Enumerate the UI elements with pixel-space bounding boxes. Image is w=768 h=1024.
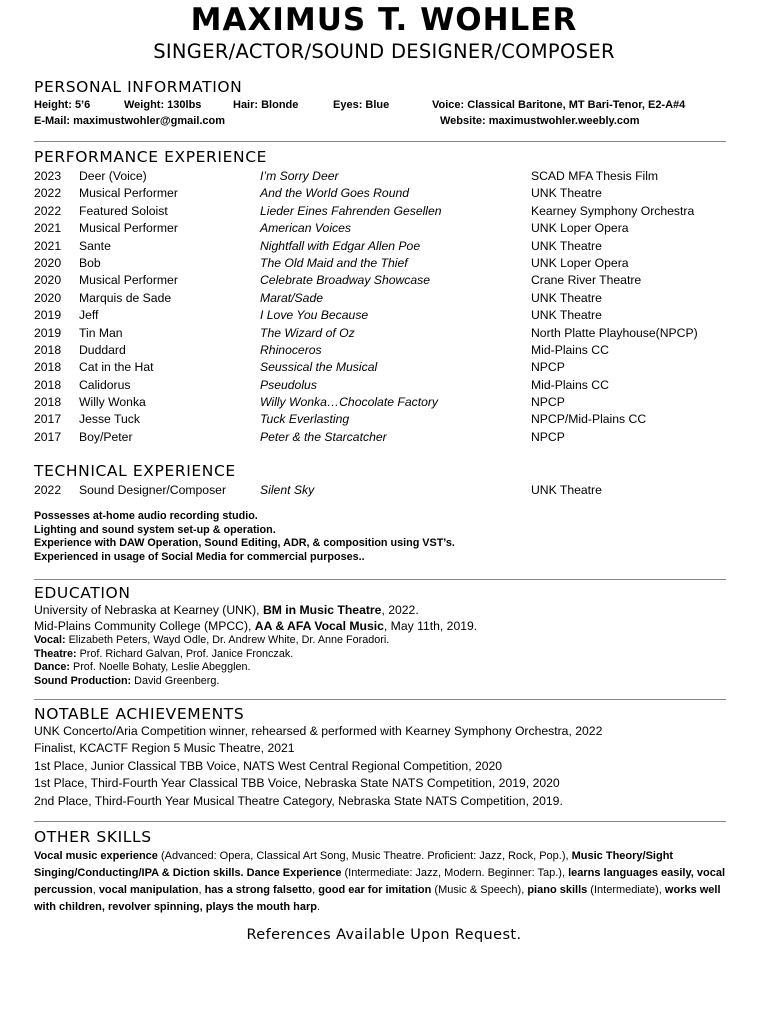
list-item: 1st Place, Junior Classical TBB Voice, NATS West Central Regional Competition, 2020 <box>34 758 503 773</box>
venue-cell: NPCP <box>531 429 565 444</box>
list-item: UNK Concerto/Aria Competition winner, rehearsed & performed with Kearney Symphony Orchestra, 2022 <box>34 724 603 738</box>
references-note: References Available Upon Request. <box>246 927 522 943</box>
performance-experience-section <box>34 148 726 446</box>
section-heading-achievements: NOTABLE ACHIEVEMENTS <box>34 705 245 723</box>
teachers-theatre <box>34 648 726 662</box>
table-row <box>34 290 726 307</box>
role-cell: Bob <box>79 255 101 270</box>
table-row <box>34 377 726 394</box>
skill-detail: (Advanced: Opera, Classical Art Song, Music Theatre. Proficient: Jazz, Rock, Pop.), <box>157 850 572 862</box>
role-cell: Jeff <box>79 308 99 323</box>
website-field: Website: maximustwohler.weebly.com <box>440 115 640 127</box>
skill-detail: . <box>317 901 321 913</box>
table-row <box>34 238 726 255</box>
year-cell: 2018 <box>34 395 62 410</box>
venue-cell: North Platte Playhouse(NPCP) <box>531 325 698 340</box>
table-row <box>34 203 726 220</box>
section-divider <box>34 821 726 822</box>
role-cell: Musical Performer <box>79 186 178 201</box>
role-cell: Calidorus <box>79 377 131 392</box>
venue-cell: Mid-Plains CC <box>531 342 609 357</box>
venue-cell: Mid-Plains CC <box>531 377 609 392</box>
section-heading-education: EDUCATION <box>34 584 131 602</box>
field-label: Theatre: <box>34 647 77 660</box>
year-cell: 2020 <box>34 255 62 270</box>
show-cell: Willy Wonka…Chocolate Factory <box>260 395 439 410</box>
role-cell: Cat in the Hat <box>79 360 154 375</box>
section-heading-personal: PERSONAL INFORMATION <box>34 78 243 96</box>
field-value: David Greenberg. <box>131 674 220 687</box>
show-cell: The Wizard of Oz <box>260 325 355 340</box>
show-cell: Nightfall with Edgar Allen Poe <box>260 238 421 253</box>
degree-year: , 2022. <box>381 603 419 617</box>
venue-cell: NPCP/Mid-Plains CC <box>531 412 647 427</box>
show-cell: Rhinoceros <box>260 342 322 357</box>
venue-cell: SCAD MFA Thesis Film <box>531 169 659 183</box>
skill-highlight: Vocal music experience <box>34 850 158 862</box>
hair-field: Hair: Blonde <box>233 99 299 111</box>
year-cell: 2018 <box>34 377 62 392</box>
role-cell: Tin Man <box>79 325 123 340</box>
role-cell: Marquis de Sade <box>79 290 172 305</box>
field-value: Elizabeth Peters, Wayd Odle, Dr. Andrew White, Dr. Anne Foradori. <box>65 634 390 646</box>
year-cell: 2019 <box>34 325 62 340</box>
skill-detail: (Intermediate), <box>587 884 665 896</box>
role-cell: Musical Performer <box>79 221 178 236</box>
show-cell: Lieder Eines Fahrenden Gesellen <box>260 203 442 218</box>
year-cell: 2022 <box>34 203 62 218</box>
degree-year: , May 11th, 2019. <box>383 619 478 633</box>
skill-highlight: has a strong falsetto <box>204 884 313 896</box>
field-label: Dance: <box>34 661 71 673</box>
role-cell: Boy/Peter <box>79 429 133 444</box>
degree-name: BM in Music Theatre <box>262 603 382 617</box>
role-cell: Featured Soloist <box>79 203 168 218</box>
education-unk <box>34 602 726 618</box>
eyes-field: Eyes: Blue <box>333 99 390 111</box>
show-cell: Celebrate Broadway Showcase <box>260 273 431 288</box>
table-row <box>34 411 726 428</box>
show-cell: I’m Sorry Deer <box>260 169 339 183</box>
table-row <box>34 307 726 324</box>
role-cell: Deer (Voice) <box>79 169 147 183</box>
role-cell: Duddard <box>79 342 126 357</box>
skills-paragraph <box>34 848 726 916</box>
other-skills-section <box>34 828 726 916</box>
venue-cell: UNK Theatre <box>531 186 602 201</box>
year-cell: 2017 <box>34 412 62 427</box>
section-divider <box>34 699 726 700</box>
role-cell: Sante <box>79 238 111 253</box>
venue-cell: Kearney Symphony Orchestra <box>531 203 695 218</box>
field-value: Prof. Richard Galvan, Prof. Janice Fronczak. <box>76 647 294 660</box>
skill-highlight: learns languages easily, vocal percussion <box>34 867 726 896</box>
table-row <box>34 272 726 289</box>
field-value: Prof. Noelle Bohaty, Leslie Abegglen. <box>70 661 251 673</box>
weight-field: Weight: 130lbs <box>124 99 202 111</box>
skill-detail: (Music & Speech), <box>431 884 528 896</box>
role-cell: Jesse Tuck <box>79 412 140 427</box>
skill-highlight: Music Theory/Sight Singing/Conducting/IPA & Diction skills. Dance Experience <box>34 850 674 879</box>
table-row <box>34 255 726 272</box>
table-row <box>34 325 726 342</box>
show-cell: Marat/Sade <box>260 290 324 305</box>
table-row <box>34 394 726 411</box>
venue-cell: NPCP <box>531 360 565 375</box>
teachers-vocal <box>34 634 726 648</box>
candidate-name: MAXIMUS T. WOHLER <box>190 2 578 38</box>
section-heading-skills: OTHER SKILLS <box>34 828 152 846</box>
skill-highlight: works well with children, revolver spinning, plays the mouth harp <box>34 884 721 913</box>
show-cell: The Old Maid and the Thief <box>260 255 408 270</box>
venue-cell: UNK Loper Opera <box>531 221 629 236</box>
year-cell: 2020 <box>34 273 62 288</box>
skill-detail: , <box>312 884 319 896</box>
venue-cell: UNK Theatre <box>531 290 602 305</box>
list-item: Experience with DAW Operation, Sound Editing, ADR, & composition using VST’s. <box>34 537 455 550</box>
venue-cell: UNK Theatre <box>531 308 602 323</box>
achievements-section <box>34 705 726 810</box>
voice-field: Voice: Classical Baritone, MT Bari-Tenor, E2-A#4 <box>432 99 686 111</box>
performance-table <box>34 168 726 446</box>
show-cell: Pseudolus <box>260 377 317 392</box>
skill-highlight: good ear for imitation <box>318 884 432 896</box>
skill-detail: , <box>92 884 99 896</box>
role-cell: Musical Performer <box>79 273 178 288</box>
teachers-dance <box>34 661 726 675</box>
venue-cell: UNK Theatre <box>531 238 602 253</box>
skill-highlight: vocal manipulation <box>98 884 199 896</box>
show-cell: I Love You Because <box>260 308 369 323</box>
list-item: Experienced in usage of Social Media for commercial purposes.. <box>34 550 365 563</box>
venue-cell: UNK Theatre <box>531 483 602 497</box>
section-divider <box>34 579 726 580</box>
technical-skills-list <box>34 510 726 564</box>
year-cell: 2020 <box>34 290 62 305</box>
education-mpcc <box>34 618 726 634</box>
show-cell: Tuck Everlasting <box>260 412 350 427</box>
table-row <box>34 359 726 376</box>
year-cell: 2022 <box>34 186 62 201</box>
year-cell: 2022 <box>34 483 62 497</box>
section-heading-technical: TECHNICAL EXPERIENCE <box>34 462 236 480</box>
candidate-titles: SINGER/ACTOR/SOUND DESIGNER/COMPOSER <box>153 40 615 63</box>
year-cell: 2023 <box>34 169 62 183</box>
list-item: 1st Place, Third-Fourth Year Classical TBB Voice, Nebraska State NATS Competition, 2019, 2020 <box>34 776 560 791</box>
height-field: Height: 5’6 <box>34 99 91 111</box>
education-section <box>34 584 726 688</box>
skill-detail: (Intermediate: Jazz, Modern. Beginner: Tap.), <box>341 867 569 879</box>
school-name: Mid-Plains Community College (MPCC), <box>34 619 255 633</box>
year-cell: 2021 <box>34 221 62 236</box>
show-cell: American Voices <box>260 221 351 236</box>
venue-cell: NPCP <box>531 395 565 410</box>
email-field: E-Mail: maximustwohler@gmail.com <box>34 115 226 127</box>
section-heading-performance: PERFORMANCE EXPERIENCE <box>34 148 268 166</box>
venue-cell: Crane River Theatre <box>531 273 642 288</box>
field-label: Sound Production: <box>34 674 132 687</box>
table-row <box>34 168 726 185</box>
technical-experience-section <box>34 462 726 564</box>
personal-information-section <box>34 78 726 129</box>
table-row <box>34 482 726 499</box>
list-item: Lighting and sound system set-up & operation. <box>34 523 276 536</box>
list-item: Finalist, KCACTF Region 5 Music Theatre, 2021 <box>34 741 295 756</box>
show-cell: Seussical the Musical <box>260 360 378 375</box>
field-label: Vocal: <box>34 634 66 646</box>
table-row <box>34 342 726 359</box>
table-row <box>34 429 726 446</box>
teachers-sound <box>34 675 726 689</box>
table-row <box>34 185 726 202</box>
year-cell: 2017 <box>34 429 62 444</box>
degree-name: AA & AFA Vocal Music <box>254 619 384 633</box>
show-cell: And the World Goes Round <box>260 186 410 201</box>
skill-highlight: piano skills <box>527 884 588 896</box>
list-item: 2nd Place, Third-Fourth Year Musical Theatre Category, Nebraska State NATS Competition, 2019. <box>34 793 563 808</box>
year-cell: 2018 <box>34 342 62 357</box>
school-name: University of Nebraska at Kearney (UNK), <box>34 603 263 617</box>
table-row <box>34 220 726 237</box>
skill-detail: , <box>198 884 205 896</box>
year-cell: 2019 <box>34 308 62 323</box>
section-divider <box>34 141 726 142</box>
list-item: Possesses at-home audio recording studio. <box>34 510 258 523</box>
show-cell: Peter & the Starcatcher <box>260 429 387 444</box>
role-cell: Willy Wonka <box>79 395 146 410</box>
year-cell: 2021 <box>34 238 62 253</box>
show-cell: Silent Sky <box>260 483 315 497</box>
role-cell: Sound Designer/Composer <box>79 483 227 497</box>
year-cell: 2018 <box>34 360 62 375</box>
venue-cell: UNK Loper Opera <box>531 255 629 270</box>
